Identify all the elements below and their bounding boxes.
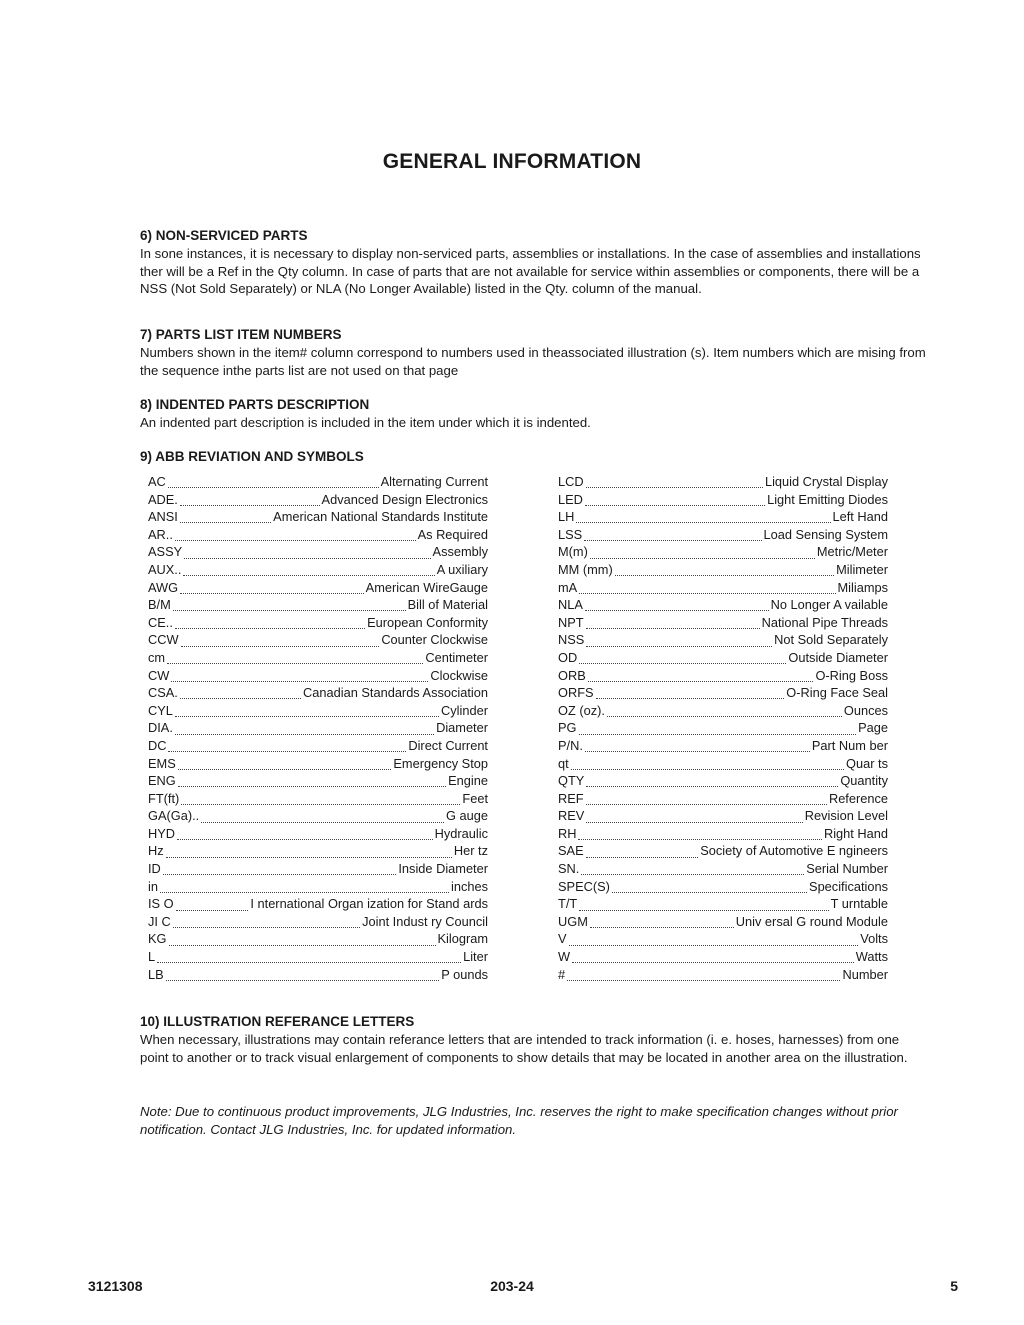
dot-leader [584, 530, 761, 541]
dot-leader [590, 917, 734, 928]
abbreviation-row [148, 967, 488, 985]
dot-leader [160, 882, 449, 893]
abbreviation-code: REV [558, 808, 585, 824]
abbreviation-code: IS O [148, 896, 174, 912]
abbreviation-row [148, 668, 488, 686]
abbreviation-row [558, 527, 888, 545]
abbreviation-meaning: Centimeter [425, 649, 488, 665]
abbreviation-meaning: inches [451, 878, 488, 894]
dot-leader [578, 829, 821, 840]
abbreviation-meaning: Bill of Material [407, 597, 488, 613]
abbreviation-code: Hz [148, 843, 164, 859]
abbreviation-code: REF [558, 790, 584, 806]
abbreviation-row [148, 685, 488, 703]
dot-leader [180, 583, 364, 594]
abbreviation-row [558, 668, 888, 686]
dot-leader [569, 935, 859, 946]
abbreviation-meaning: Load Sensing System [763, 526, 888, 542]
abbreviation-meaning: Revision Level [804, 808, 888, 824]
dot-leader [173, 917, 360, 928]
dot-leader [586, 477, 763, 488]
dot-leader [571, 759, 844, 770]
abbreviation-code: AUX.. [148, 561, 182, 577]
abbreviation-meaning: Joint Indust ry Council [362, 913, 488, 929]
abbreviation-code: AR.. [148, 526, 173, 542]
dot-leader [590, 548, 815, 559]
abbreviation-code: LSS [558, 526, 583, 542]
abbreviation-code: P/N. [558, 737, 583, 753]
abbreviation-code: PG [558, 720, 577, 736]
abbreviation-row [558, 967, 888, 985]
abbreviation-meaning: Ounces [843, 702, 888, 718]
abbreviation-row [148, 914, 488, 932]
footer-manual-number: 3121308 [88, 1278, 143, 1294]
dot-leader [586, 636, 772, 647]
abbreviation-row [558, 580, 888, 598]
section-text: Numbers shown in the item# column correspond to numbers used in theassociated illustration (s). Item numbers which are mising from the sequence inthe parts list are not used on that page [140, 345, 926, 378]
dot-leader [579, 653, 786, 664]
dot-leader [180, 512, 271, 523]
abbreviation-row [558, 826, 888, 844]
abbreviation-code: # [558, 966, 566, 982]
abbreviation-meaning: Assembly [432, 544, 488, 560]
section-indented-parts-description [140, 397, 930, 432]
abbreviation-meaning: Serial Number [806, 861, 888, 877]
abbreviation-row [148, 562, 488, 580]
abbreviation-code: ENG [148, 773, 176, 789]
abbreviation-row [148, 896, 488, 914]
dot-leader [175, 724, 434, 735]
abbreviation-code: LCD [558, 474, 584, 489]
abbreviation-code: L [148, 949, 156, 965]
abbreviation-row [148, 509, 488, 527]
abbreviation-row [558, 808, 888, 826]
abbreviation-code: ANSI [148, 509, 178, 525]
abbreviation-row [148, 597, 488, 615]
dot-leader [579, 724, 857, 735]
abbreviation-meaning: Inside Diameter [398, 861, 488, 877]
abbreviation-row [148, 773, 488, 791]
abbreviation-code: MM (mm) [558, 561, 613, 577]
section-parts-list-item-numbers [140, 327, 930, 379]
abbreviation-code: ADE. [148, 491, 178, 507]
abbreviation-meaning: Hydraulic [434, 825, 488, 841]
abbreviation-meaning: P ounds [441, 966, 488, 982]
abbreviation-code: qt [558, 755, 569, 771]
abbreviation-code: NPT [558, 614, 584, 630]
dot-leader [167, 653, 423, 664]
abbreviation-meaning: Feet [462, 790, 488, 806]
dot-leader [177, 829, 433, 840]
abbreviation-meaning: Outside Diameter [788, 649, 888, 665]
abbreviation-row [558, 509, 888, 527]
abbreviation-code: V [558, 931, 567, 947]
abbreviation-code: cm [148, 649, 166, 665]
abbreviation-code: HYD [148, 825, 176, 841]
dot-leader [567, 970, 840, 981]
dot-leader [181, 636, 380, 647]
abbreviation-row [558, 703, 888, 721]
abbreviation-row [148, 474, 488, 492]
abbreviation-row [148, 879, 488, 897]
abbreviation-code: KG [148, 931, 167, 947]
abbreviation-code: RH [558, 825, 577, 841]
abbreviation-meaning: Liquid Crystal Display [764, 474, 888, 489]
abbreviation-meaning: Kilogram [437, 931, 488, 947]
abbreviation-meaning: O-Ring Face Seal [786, 685, 888, 701]
abbreviation-meaning: Light Emitting Diodes [767, 491, 888, 507]
abbreviation-row [558, 931, 888, 949]
abbreviation-meaning: Counter Clockwise [381, 632, 488, 648]
abbreviation-code: DIA. [148, 720, 173, 736]
section-heading: 8) INDENTED PARTS DESCRIPTION [140, 397, 370, 412]
abbreviation-row [148, 843, 488, 861]
abbreviation-row [558, 685, 888, 703]
abbreviation-row [148, 949, 488, 967]
dot-leader [596, 688, 785, 699]
abbreviation-row [558, 720, 888, 738]
abbreviation-row [558, 738, 888, 756]
abbreviation-meaning: Part Num ber [811, 737, 888, 753]
abbreviation-meaning: Watts [855, 949, 888, 965]
abbreviation-row [148, 931, 488, 949]
dot-leader [588, 671, 814, 682]
abbreviation-code: LH [558, 509, 575, 525]
abbreviation-code: in [148, 878, 158, 894]
abbreviation-row [558, 615, 888, 633]
abbreviation-row [148, 492, 488, 510]
abbreviation-code: ASSY [148, 544, 183, 560]
abbreviation-code: AC [148, 474, 166, 489]
footer-section-page: 203-24 [490, 1278, 534, 1294]
abbreviation-meaning: Her tz [453, 843, 488, 859]
abbreviation-row [558, 791, 888, 809]
abbreviation-row [558, 756, 888, 774]
abbreviation-row [558, 843, 888, 861]
abbreviation-meaning: Engine [448, 773, 488, 789]
abbreviation-meaning: Univ ersal G round Module [735, 913, 888, 929]
abbreviation-row [558, 896, 888, 914]
abbreviation-row [148, 738, 488, 756]
abbreviation-row [148, 615, 488, 633]
abbreviation-code: NLA [558, 597, 583, 613]
section-heading: 7) PARTS LIST ITEM NUMBERS [140, 327, 342, 342]
abbreviation-code: CCW [148, 632, 179, 648]
abbreviation-meaning: Quar ts [846, 755, 888, 771]
abbreviation-meaning: Cylinder [441, 702, 488, 718]
abbreviation-meaning: Right Hand [823, 825, 888, 841]
abbreviation-meaning: Volts [860, 931, 888, 947]
dot-leader [586, 812, 802, 823]
abbreviation-code: EMS [148, 755, 176, 771]
abbreviation-code: mA [558, 579, 578, 595]
dot-leader [163, 864, 397, 875]
abbreviation-code: W [558, 949, 571, 965]
abbreviation-meaning: Left Hand [832, 509, 888, 525]
abbreviation-row [148, 650, 488, 668]
abbreviation-code: OD [558, 649, 578, 665]
dot-leader [576, 512, 830, 523]
abbreviation-row [558, 879, 888, 897]
dot-leader [168, 477, 379, 488]
abbreviation-code: T/T [558, 896, 578, 912]
abbreviation-code: DC [148, 737, 167, 753]
section-illustration-reference-letters [140, 1014, 930, 1066]
dot-leader [183, 565, 434, 576]
abbreviation-row [558, 597, 888, 615]
section-text: When necessary, illustrations may contain referance letters that are intended to track information (i. e. hoses, harnesses) from one point to another or to track visual enlargement of components to show details that may be located in another area on the illustration. [140, 1032, 908, 1065]
abbreviation-code: CSA. [148, 685, 178, 701]
abbreviation-meaning: Canadian Standards Association [303, 685, 488, 701]
abbreviation-meaning: O-Ring Boss [815, 667, 888, 683]
abbreviation-row [558, 949, 888, 967]
dot-leader [607, 706, 842, 717]
dot-leader [579, 900, 828, 911]
abbreviation-row [148, 808, 488, 826]
section-text: An indented part description is included in the item under which it is indented. [140, 415, 591, 430]
abbreviation-row [558, 492, 888, 510]
abbreviation-meaning: American National Standards Institute [273, 509, 488, 525]
dot-leader [175, 530, 416, 541]
abbreviation-meaning: Advanced Design Electronics [321, 491, 488, 507]
abbreviation-meaning: National Pipe Threads [761, 614, 888, 630]
dot-leader [585, 600, 769, 611]
dot-leader [586, 847, 699, 858]
abbreviation-row [148, 632, 488, 650]
abbreviation-meaning: Clockwise [430, 667, 488, 683]
abbreviation-row [558, 544, 888, 562]
section-non-serviced-parts [140, 228, 930, 298]
abbreviation-row [148, 527, 488, 545]
abbreviation-row [558, 914, 888, 932]
section-text: In sone instances, it is necessary to display non-serviced parts, assemblies or installations. In the case of assemblies and installations ther will be a Ref in the Qty column. In case of parts that are not available for service within assemblies or components, there will be a NSS (Not Sold Separately) or NLA (No Longer Available) listed in the Qty. column of the manual. [140, 246, 921, 297]
abbreviation-code: SAE [558, 843, 584, 859]
abbreviation-row [148, 826, 488, 844]
abbreviation-code: JI C [148, 913, 171, 929]
abbreviation-row [558, 632, 888, 650]
dot-leader [586, 794, 827, 805]
abbreviation-meaning: Page [858, 720, 888, 736]
section-heading: 9) ABB REVIATION AND SYMBOLS [140, 449, 364, 464]
abbreviation-code: B/M [148, 597, 171, 613]
abbreviation-meaning: Reference [828, 790, 888, 806]
abbreviation-code: AWG [148, 579, 179, 595]
abbreviation-meaning: No Longer A vailable [770, 597, 888, 613]
abbreviation-row [558, 861, 888, 879]
abbreviation-code: FT(ft) [148, 790, 180, 806]
abbreviation-list-left [148, 474, 488, 984]
abbreviation-code: SN. [558, 861, 580, 877]
dot-leader [201, 812, 444, 823]
dot-leader [184, 548, 430, 559]
dot-leader [586, 618, 760, 629]
abbreviation-row [148, 580, 488, 598]
dot-leader [581, 864, 804, 875]
dot-leader [168, 741, 406, 752]
dot-leader [585, 741, 810, 752]
dot-leader [178, 759, 392, 770]
dot-leader [176, 900, 249, 911]
abbreviation-row [148, 720, 488, 738]
abbreviation-code: UGM [558, 913, 588, 929]
dot-leader [579, 583, 835, 594]
abbreviation-row [148, 756, 488, 774]
abbreviation-code: GA(Ga).. [148, 808, 200, 824]
abbreviation-row [558, 474, 888, 492]
dot-leader [166, 847, 452, 858]
section-heading: 6) NON-SERVICED PARTS [140, 228, 308, 243]
dot-leader [180, 688, 301, 699]
abbreviation-code: QTY [558, 773, 585, 789]
abbreviation-row [558, 562, 888, 580]
page-title: GENERAL INFORMATION [382, 150, 642, 173]
dot-leader [586, 776, 838, 787]
abbreviation-code: CW [148, 667, 170, 683]
abbreviation-meaning: Milimeter [836, 561, 888, 577]
abbreviation-code: LED [558, 491, 583, 507]
dot-leader [572, 952, 854, 963]
abbreviation-meaning: Liter [463, 949, 488, 965]
abbreviation-code: OZ (oz). [558, 702, 605, 718]
abbreviation-meaning: Diameter [436, 720, 488, 736]
section-heading: 10) ILLUSTRATION REFERANCE LETTERS [140, 1014, 415, 1029]
abbreviation-row [558, 773, 888, 791]
dot-leader [169, 935, 436, 946]
abbreviation-code: NSS [558, 632, 585, 648]
dot-leader [585, 495, 765, 506]
dot-leader [173, 600, 406, 611]
abbreviation-row [558, 650, 888, 668]
dot-leader [175, 706, 439, 717]
abbreviation-code: LB [148, 966, 164, 982]
abbreviation-meaning: Number [842, 966, 888, 982]
abbreviation-row [148, 544, 488, 562]
abbreviation-meaning: Miliamps [837, 579, 888, 595]
dot-leader [175, 618, 365, 629]
abbreviation-meaning: Specifications [809, 878, 888, 894]
abbreviation-meaning: Society of Automotive E ngineers [700, 843, 888, 859]
dot-leader [178, 776, 446, 787]
abbreviation-code: CYL [148, 702, 173, 718]
dot-leader [180, 495, 320, 506]
abbreviation-meaning: Emergency Stop [393, 755, 488, 771]
dot-leader [612, 882, 807, 893]
dot-leader [166, 970, 440, 981]
abbreviation-meaning: European Conformity [367, 614, 488, 630]
abbreviation-code: CE.. [148, 614, 173, 630]
abbreviation-meaning: Direct Current [408, 737, 488, 753]
abbreviation-row [148, 791, 488, 809]
abbreviation-meaning: G auge [446, 808, 488, 824]
dot-leader [157, 952, 461, 963]
dot-leader [181, 794, 460, 805]
abbreviation-code: SPEC(S) [558, 878, 610, 894]
abbreviation-meaning: Quantity [840, 773, 888, 789]
abbreviation-meaning: Alternating Current [380, 474, 488, 489]
abbreviation-code: ID [148, 861, 161, 877]
abbreviation-code: ORFS [558, 685, 594, 701]
abbreviation-meaning: Metric/Meter [816, 544, 888, 560]
abbreviation-code: M(m) [558, 544, 588, 560]
abbreviation-row [148, 703, 488, 721]
abbreviation-meaning: As Required [417, 526, 488, 542]
abbreviation-meaning: I nternational Organ ization for Stand ards [250, 896, 488, 912]
abbreviation-list-right [558, 474, 888, 984]
footer-page-number: 5 [950, 1278, 958, 1294]
abbreviation-meaning: American WireGauge [365, 579, 488, 595]
abbreviation-meaning: A uxiliary [436, 561, 488, 577]
dot-leader [615, 565, 834, 576]
abbreviation-meaning: T urntable [830, 896, 888, 912]
abbreviation-row [148, 861, 488, 879]
abbreviation-code: ORB [558, 667, 586, 683]
section-abbreviations [140, 449, 930, 466]
specification-note: Note: Due to continuous product improvements, JLG Industries, Inc. reserves the right to make specification changes without prior notification. Contact JLG Industries, Inc. for updated information. [140, 1104, 898, 1137]
dot-leader [171, 671, 428, 682]
abbreviation-meaning: Not Sold Separately [774, 632, 888, 648]
